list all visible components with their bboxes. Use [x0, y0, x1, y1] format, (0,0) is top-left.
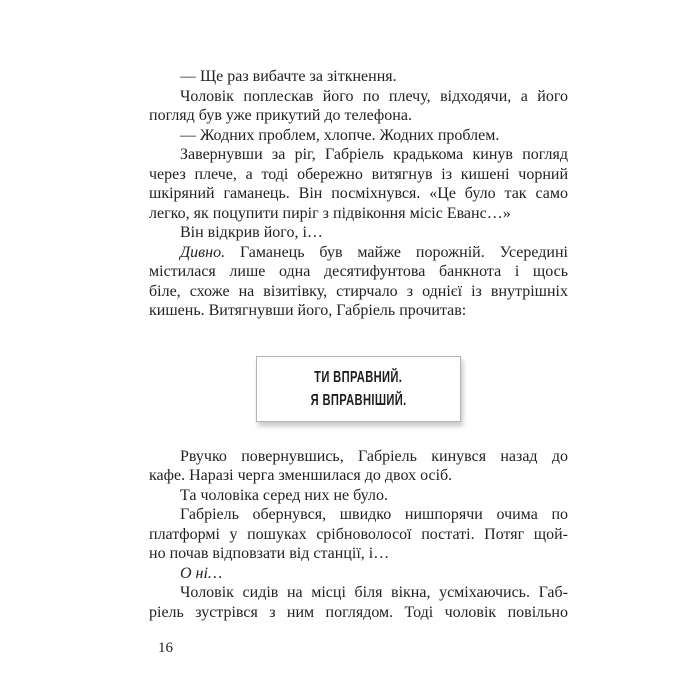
text-line: [149, 505, 568, 525]
paragraph: [149, 145, 568, 223]
paragraph: [149, 564, 568, 584]
text-line: [149, 223, 568, 243]
text-line: [149, 106, 568, 126]
italic-text-run: О ні…: [180, 564, 223, 582]
text-line: [149, 145, 568, 165]
text-run: шкіряний гаманець. Він посміхнувся. «Це було так само: [149, 185, 568, 202]
text-column: [149, 67, 568, 622]
paragraph: [149, 583, 568, 622]
text-run: кишень. Витягнувши його, Габріель прочитав:: [149, 302, 467, 319]
text-run: ріель зустрівся з ним поглядом. Тоді чоловік повільно: [149, 603, 568, 621]
text-line: [149, 583, 568, 603]
paragraph: [149, 505, 568, 564]
paragraph: [149, 126, 568, 146]
text-run: містилася лише одна десятифунтова банкнота і щось: [149, 263, 568, 280]
text-line: [149, 282, 568, 302]
text-run: — Жодних проблем, хлопче. Жодних проблем.: [180, 126, 500, 144]
text-line: [149, 301, 568, 321]
text-run: — Ще раз вибачте за зіткнення.: [180, 68, 397, 85]
text-line: [149, 243, 568, 263]
text-line: [149, 67, 568, 87]
paragraph-block-top: [149, 67, 568, 321]
text-run: Гаманець був майже порожній. Усередині: [225, 243, 568, 261]
text-line: [149, 544, 568, 564]
text-run: погляд був уже прикутий до телефона.: [149, 107, 412, 124]
card-text-line-1: ТИ ВПРАВНИЙ.: [314, 368, 403, 386]
italic-text-run: Дивно.: [180, 243, 226, 261]
text-run: Чоловік поплескав його по плечу, відходячи, а його: [180, 87, 568, 105]
business-card: [256, 356, 461, 422]
text-line: [149, 184, 568, 204]
text-line: [149, 87, 568, 107]
text-run: через плече, а тоді обережно витягнув із кишені чорний: [149, 165, 568, 183]
text-run: платформі у пошуках срібноволосої постаті. Потяг щой-: [149, 525, 568, 543]
paragraph: [149, 223, 568, 243]
text-run: кафе. Наразі черга зменшилася до двох осіб.: [149, 467, 453, 484]
paragraph: [149, 243, 568, 321]
paragraph: [149, 486, 568, 506]
paragraph-block-bottom: [149, 447, 568, 623]
text-line: [149, 564, 568, 584]
text-line: [149, 466, 568, 486]
card-text-line-2: Я ВПРАВНІШИЙ.: [310, 391, 407, 409]
text-run: Завернувши за ріг, Габріель крадькома кинув погляд: [180, 146, 568, 163]
text-line: [149, 126, 568, 146]
text-run: но почав відповзати від станції, і…: [149, 545, 390, 562]
paragraph: [149, 67, 568, 87]
paragraph: [149, 447, 568, 486]
text-line: [149, 447, 568, 467]
text-line: [149, 262, 568, 282]
page-number: 16: [158, 640, 173, 656]
text-run: Рвучко повернувшись, Габріель кинувся назад до: [180, 447, 568, 465]
text-run: легко, як поцупити пиріг з підвіконня місіс Еванс…»: [149, 204, 511, 222]
text-line: [149, 204, 568, 224]
text-run: Чоловік сидів на місці біля вікна, усміхаючись. Габ-: [180, 584, 568, 601]
text-run: Та чоловіка серед них не було.: [180, 486, 388, 504]
paragraph: [149, 87, 568, 126]
text-run: Він відкрив його, і…: [180, 224, 323, 241]
text-line: [149, 165, 568, 185]
text-run: біле, схоже на візитівку, стирчало з однієї із внутрішніх: [149, 282, 568, 300]
text-line: [149, 486, 568, 506]
text-run: Габріель обернувся, швидко нишпорячи очима по: [180, 506, 568, 523]
text-line: [149, 603, 568, 623]
text-line: [149, 525, 568, 545]
